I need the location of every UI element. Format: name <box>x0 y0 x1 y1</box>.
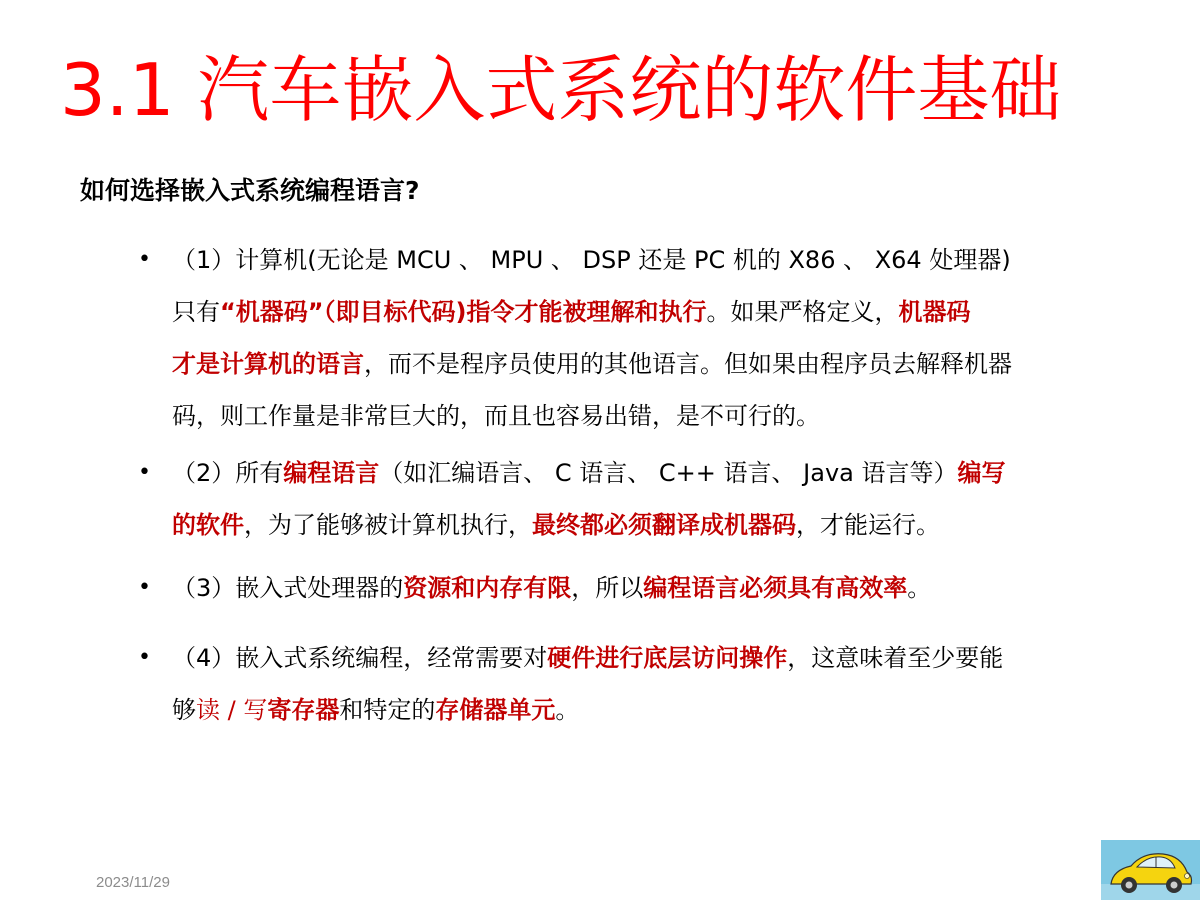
bullet-1-line-4: 码，则工作量是非常巨大的，而且也容易出错，是不可行的。 <box>172 402 820 430</box>
bullet-1-line-3 <box>172 338 1112 390</box>
text-segment: ，才能运行。 <box>796 511 940 539</box>
bullet-2-line-1 <box>172 447 1112 499</box>
text-segment: （2）所有 <box>172 459 284 487</box>
bullet-2-line-2 <box>172 499 1112 551</box>
text-segment: 。 <box>555 696 580 724</box>
highlight-machine-code: 机器码 <box>898 298 971 326</box>
highlight-translate-machine-code: 最终都必须翻译成机器码 <box>532 511 796 539</box>
bullet-4-marker: • <box>138 645 151 670</box>
bullet-4-text <box>172 632 1112 736</box>
bullet-3-text <box>172 562 1112 614</box>
text-segment: 和特定的 <box>339 696 436 724</box>
highlight-computer-language: 才是计算机的语言 <box>172 350 364 378</box>
text-segment: 只有 <box>172 298 220 326</box>
text-segment: ，而不是程序员使用的其他语言。但如果由程序员去解释机器 <box>364 350 1012 378</box>
highlight-write: 编写 <box>957 459 1006 487</box>
bullet-2-text <box>172 447 1112 551</box>
bullet-3-line-1 <box>172 562 1112 614</box>
text-segment: （3）嵌入式处理器的 <box>172 574 404 602</box>
bullet-1-text <box>172 234 1112 442</box>
text-segment: （如汇编语言、 C 语言、 C++ 语言、 Java 语言等） <box>379 459 958 487</box>
text-segment: （4）嵌入式系统编程，经常需要对 <box>172 644 548 672</box>
text-segment: 够 <box>172 696 196 724</box>
slide-title: 3.1 汽车嵌入式系统的软件基础 <box>60 48 1062 132</box>
bullet-4-line-1 <box>172 632 1112 684</box>
highlight-limited-resources: 资源和内存有限 <box>403 574 572 602</box>
highlight-high-efficiency: 编程语言必须具有高效率 <box>643 574 908 602</box>
bullet-1-marker: • <box>138 247 151 272</box>
highlight-registers: 寄存器 <box>267 696 340 724</box>
bullet-1-line-2 <box>172 286 1112 338</box>
highlight-hardware-access: 硬件进行底层访问操作 <box>547 644 788 672</box>
bullet-3-marker: • <box>138 575 151 600</box>
text-segment: ，为了能够被计算机执行， <box>244 511 532 539</box>
highlight-machine-code-phrase: “机器码”（即目标代码)指令才能被理解和执行 <box>220 298 707 326</box>
slide-subtitle: 如何选择嵌入式系统编程语言? <box>80 176 420 205</box>
highlight-read-write: 读 / 写 <box>196 696 268 724</box>
highlight-software: 的软件 <box>172 511 244 539</box>
bullet-1-line-1: （1）计算机(无论是 MCU 、 MPU 、 DSP 还是 PC 机的 X86 、 X64 处理器) <box>172 246 1011 274</box>
text-segment: ，所以 <box>571 574 644 602</box>
text-segment: 。 <box>907 574 932 602</box>
highlight-memory-units: 存储器单元 <box>435 696 556 724</box>
slide-date: 2023/11/29 <box>96 874 170 891</box>
car-icon <box>1101 840 1200 900</box>
highlight-programming-language: 编程语言 <box>283 459 380 487</box>
bullet-4-line-2 <box>172 684 1112 736</box>
text-segment: 。如果严格定义， <box>706 298 899 326</box>
bullet-2-marker: • <box>138 460 151 485</box>
text-segment: ，这意味着至少要能 <box>787 644 1004 672</box>
